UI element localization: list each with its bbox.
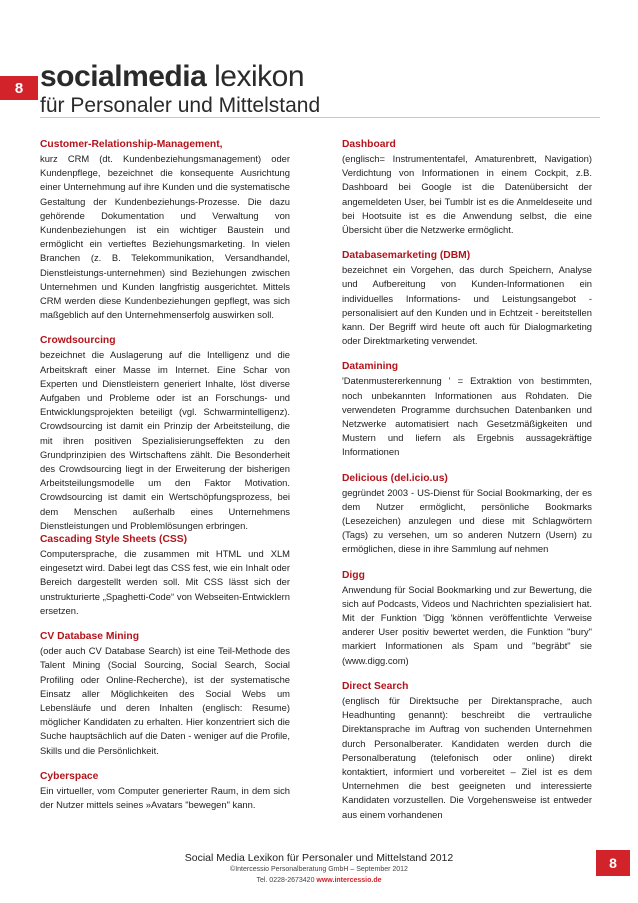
glossary-entry-delicious xyxy=(342,472,592,557)
entry-term: Crowdsourcing xyxy=(40,335,116,347)
glossary-entry-crm xyxy=(40,138,290,322)
glossary-entry-datamining xyxy=(342,360,592,459)
glossary-entry-databasemarketing xyxy=(342,249,592,348)
glossary-entry-digg xyxy=(342,569,592,668)
left-column xyxy=(40,138,290,824)
footer-website-link[interactable]: www.intercessio.de xyxy=(316,877,382,884)
glossary-entry-cyberspace xyxy=(40,770,290,812)
entry-term: Customer-Relationship-Management, xyxy=(40,139,223,150)
glossary-entry-cv-database-mining xyxy=(40,630,290,758)
entry-text: (oder auch CV Database Search) ist eine Teil-Methode des Talent Mining (Social Sourcing, Social Search, Social Profiling oder Online-Recherche), ist der systematische Einsatz aller Möglichkeiten des Social Webs um Lebensläufe und deren Inhalten (englisch: Resume) möglicher Kandidaten zu erhalten. Hier konzentriert sich die Suche hauptsächlich auf die Daten - weniger auf die Profile, Skills und die Persönlichkeit. xyxy=(40,645,290,756)
entry-text: bezeichnet ein Vorgehen, das durch Speichern, Analyse und Aufbereitung von Kunden-Informationen ein individuelles Informations- und Leistungsangebot - personalisiert auf den Kunden und in Echtzeit - bereitstellen kann. Der Begriff wird heute oft auch für Dialogmarketing oder Direktmarketing verwendet. xyxy=(342,264,592,347)
entry-text: Ein virtueller, vom Computer generierter Raum, in dem sich der Nutzer mittels seines »Avatars "bewegen" kann. xyxy=(40,784,290,810)
brand-title xyxy=(40,60,320,94)
entry-term: Delicious (del.icio.us) xyxy=(342,472,448,484)
glossary-entry-crowdsourcing xyxy=(40,334,290,533)
footer-copyright: ©Intercessio Personalberatung GmbH – September 2012 xyxy=(230,866,408,873)
entry-text: kurz CRM (dt. Kundenbeziehungsmanagement) oder Kundenpflege, bezeichnet die konsequente Ausrichtung einer Unternehmung auf ihre Kunden und die systematische Gestaltung der Kundenbeziehungs-Prozesse. Die dazu gehörende Dokumentation und Verwaltung von Kundenbeziehungen ist ein wichtiger Baustein und ermöglicht ein vertieftes Beziehungsmarketing. In vielen Branchen (z. B. Telekommunikation, Versandhandel, Dienstleistungs-unternehmen) sind Beziehungen zwischen Unternehmen und Kunden langfristig ausgerichtet. Mittels CRM werden diese Kundenbeziehungen gepflegt, was sich maßgeblich auf den Unternehmenserfolg auswirken soll. xyxy=(40,153,290,321)
entry-text: bezeichnet die Auslagerung auf die Intelligenz und die Arbeitskraft einer Masse im Internet. Eine Schar von Experten und Dienstleistern generiert Inhalte, löst diverse Aufgaben und Probleme oder ist an Forschungs- und Entwicklungsprojekten beteiligt (vgl. Schwarmintelligenz). Crowdsourcing ist damit ein Prinzip der Arbeitsteilung, die mit ihren positiven Spezialisierungseffekten zu den Grundprinzipien des Wirtschaftens zählt. Die Besonderheit des Crowdsourcing liegt in der Erweiterung der bisherigen Arbeitsteilungsmodelle um den Faktor Motivation. Crowdsourcing ist damit ein Wertschöpfungsprozess, bei dem Menschen außerhalb eines Unternehmens Dienstleistungen und Problemlösungen erbringen. xyxy=(40,349,290,531)
footer-page-number: 8 xyxy=(596,850,630,876)
entry-term: CV Database Mining xyxy=(40,631,139,643)
entry-term: Datamining xyxy=(342,361,399,373)
glossary-entry-dashboard xyxy=(342,138,592,237)
entry-text: 'Datenmustererkennung ' = Extraktion von bestimmten, noch unbekannten Informationen aus Rohdaten. Die verwendeten Programme durchsuchen Datenbanken und Netzwerke automatisiert nach Gesetzmäßigkeiten und Mustern und liefern als Ergebnis aussagekräftige Informationen xyxy=(342,375,592,458)
brand-subtitle: für Personaler und Mittelstand xyxy=(40,94,321,117)
right-column xyxy=(342,138,592,834)
entry-term: Dashboard xyxy=(342,139,396,150)
entry-term: Cyberspace xyxy=(40,770,99,782)
page-number-tab: 8 xyxy=(0,76,38,100)
entry-text: (englisch für Direktsuche per Direktansprache, auch Headhunting genannt): beschreibt die vertrauliche Direktansprache im Auftrag von suchenden Unternehmen durch Personalberater. Kandidaten werden durch die Personalberatung (telefonisch oder online) direkt kontaktiert, informiert und vorbereitet – Ziel ist es dem Unternehmen die best geeigneten und interessierte Kandidaten vorzustellen. Die Vorgehensweise ist entweder aus einem vorhandenen xyxy=(342,694,592,820)
header-divider xyxy=(40,117,600,118)
footer-phone: Tel. 0228-2673420 xyxy=(256,877,315,884)
entry-text: (englisch= Instrumententafel, Amaturenbrett, Navigation) Verdichtung von Informationen in einem Cockpit, z.B. Dashboard bei Google ist die Datenübersicht der angemeldeten User, bei Tumblr ist es die Anmeldeseite und bei Hootsuite ist es die Anwendung selbst, die eine Übersicht über die Netzwerke ermöglicht. xyxy=(342,153,592,236)
footer-contact xyxy=(0,877,638,884)
footer-title: Social Media Lexikon für Personaler und Mittelstand 2012 xyxy=(184,852,454,864)
entry-term: Databasemarketing (DBM) xyxy=(342,250,471,262)
entry-text: Anwendung für Social Bookmarking und zur Bewertung, die sich auf Podcasts, Videos und Nachrichten spezialisiert hat. Mit der Funktion 'Digg 'können veröffentlichte Verweise anderer User positiv bewertet werden, die Funktion "bury" markiert Informationen als Spam und "begräbt" sie (www.digg.com) xyxy=(342,583,592,666)
entry-text: gegründet 2003 - US-Dienst für Social Bookmarking, der es dem Nutzer ermöglicht, persönliche Bookmarks (Lesezeichen) anzulegen und diese mit Schlagwörtern (Tags) zu versehen, um so anderen Nutzern (Usern) zu ermöglichen, diese in ihre Sammlung auf nehmen xyxy=(342,486,592,555)
entry-term: Direct Search xyxy=(342,680,409,692)
glossary-entry-css xyxy=(40,533,290,618)
entry-text: Computersprache, die zusammen mit HTML und XLM eingesetzt wird. Dabei legt das CSS fest, wie ein Inhalt oder Bereich dargestellt werden soll. Mit CSS lässt sich der unstrukturierte „Spaghetti-Code“ von Webseiten-Entwicklern ersetzen. xyxy=(40,548,290,616)
entry-term: Cascading Style Sheets (CSS) xyxy=(40,534,188,546)
brand-logo xyxy=(40,60,320,118)
brand-word-lexikon: lexikon xyxy=(214,60,305,93)
entry-term: Digg xyxy=(342,569,365,581)
glossary-entry-direct-search xyxy=(342,680,592,822)
brand-word-social: social xyxy=(40,60,123,93)
brand-word-media: media xyxy=(122,60,207,93)
